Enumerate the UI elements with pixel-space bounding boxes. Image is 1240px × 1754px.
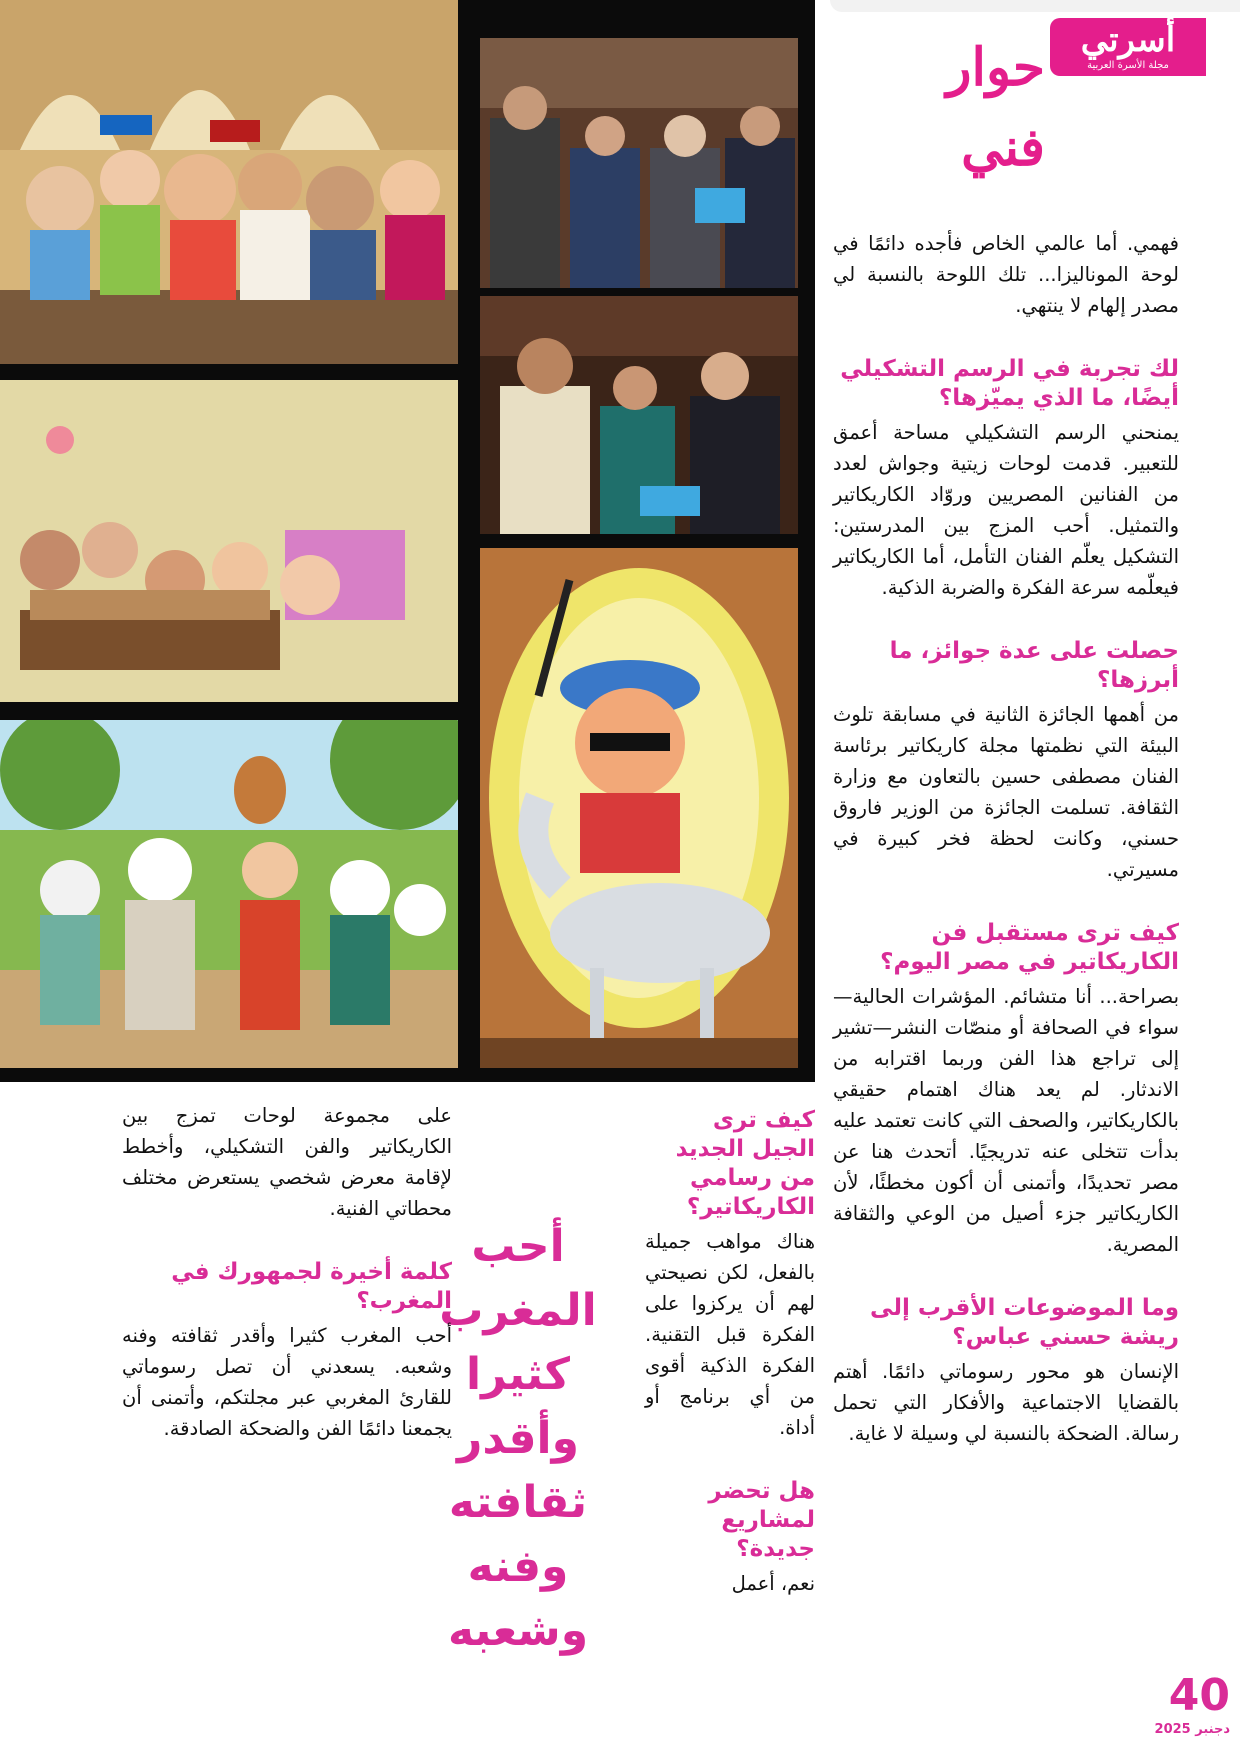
article-middle-column bbox=[645, 1106, 815, 1633]
paragraph-intro: فهمي. أما عالمي الخاص فأجده دائمًا في لوحة الموناليزا... تلك اللوحة بالنسبة لي مصدر إلهام لا ينتهي. bbox=[833, 232, 1179, 317]
answer-painting: يمنحني الرسم التشكيلي مساحة أعمق للتعبير. قدمت لوحات زيتية وجواش لعدد من الفنانين المصريين وروّاد الكاريكاتير والتمثيل. أحب المزج بين المدرستين: التشكيل يعلّم الفنان التأمل، أما الكاريكاتير فيعلّمه سرعة الفكرة والضربة الذكية. bbox=[833, 421, 1179, 599]
header-tab bbox=[830, 0, 1240, 12]
pull-quote: أحب المغرب كثيرا وأقدر ثقافته وفنه وشعبه bbox=[439, 1221, 597, 1656]
question-awards: حصلت على عدة جوائز، ما أبرزها؟ bbox=[889, 638, 1179, 693]
answer-topics: الإنسان هو محور رسوماتي دائمًا. أهتم بالقضايا الاجتماعية والأفكار التي تحمل رسالة. الضحكة بالنسبة لي وسيلة لا غاية. bbox=[833, 1360, 1179, 1445]
caricature-classroom-painting bbox=[0, 380, 458, 702]
question-projects: هل تحضر لمشاريع جديدة؟ bbox=[708, 1478, 815, 1562]
question-painting: لك تجربة في الرسم التشكيلي أيضًا، ما الذي يميّزها؟ bbox=[840, 356, 1179, 411]
answer-future: بصراحة... أنا متشائم. المؤشرات الحالية—سواء في الصحافة أو منصّات النشر—تشير إلى تراجع هذا الفن وربما اقترابه من الاندثار. لم يعد هناك اهتمام حقيقي بالكاريكاتير، والصحف التي كانت تعتمد عليه بدأت تتخلى عنه تدريجيًا. أتحدث هنا عن مصر تحديدًا، وأتمنى أن أكون مخطئًا، لأن الكاريكاتير جزء أصيل من الوعي والثقافة المصرية. bbox=[833, 985, 1179, 1256]
page-number: 40 bbox=[1168, 1670, 1230, 1721]
caricature-crowd-painting bbox=[0, 0, 458, 364]
question-morocco: كلمة أخيرة لجمهورك في المغرب؟ bbox=[171, 1259, 452, 1314]
handshake-photo bbox=[480, 296, 798, 534]
issue-date: دجنبر 2025 bbox=[1154, 1722, 1230, 1737]
image-collage bbox=[0, 0, 815, 1082]
question-new-generation: كيف ترى الجيل الجديد من رسامي الكاريكاتير؟ bbox=[675, 1107, 815, 1220]
article-left-column bbox=[122, 1100, 452, 1478]
answer-new-generation: هناك مواهب جميلة بالفعل، لكن نصيحتي لهم أن يركزوا على الفكرة قبل التقنية. الفكرة الذكية أقوى من أي برنامج أو أداة. bbox=[645, 1230, 815, 1439]
award-ceremony-photo bbox=[480, 38, 798, 288]
magazine-logo bbox=[1050, 18, 1206, 76]
answer-awards: من أهمها الجائزة الثانية في مسابقة تلوث البيئة التي نظمتها مجلة كاريكاتير برئاسة الفنان مصطفى حسين بالتعاون مع وزارة الثقافة. تسلمت الجائزة من الوزير فاروق حسني، وكانت لحظة فخر كبيرة في مسيرتي. bbox=[833, 703, 1179, 881]
answer-projects: نعم، أعمل bbox=[731, 1572, 815, 1595]
section-title: حوار فني bbox=[946, 37, 1045, 178]
question-future: كيف ترى مستقبل فن الكاريكاتير في مصر اليوم؟ bbox=[880, 920, 1179, 975]
question-topics: وما الموضوعات الأقرب إلى ريشة حسني عباس؟ bbox=[870, 1295, 1179, 1350]
logo-subtitle: مجلة الأسرة العربية bbox=[1087, 60, 1169, 71]
horse-rider-caricature-painting bbox=[480, 548, 798, 1068]
article-right-column bbox=[833, 228, 1179, 1483]
paragraph-projects-continued: على مجموعة لوحات تمزج بين الكاريكاتير والفن التشكيلي، وأخطط لإقامة معرض شخصي يستعرض مختلف محطاتي الفنية. bbox=[122, 1104, 452, 1220]
logo-text: أسرتي bbox=[1080, 20, 1176, 60]
folk-musicians-painting bbox=[0, 720, 458, 1068]
answer-morocco: أحب المغرب كثيرا وأقدر ثقافته وفنه وشعبه. يسعدني أن تصل رسوماتي للقارئ المغربي عبر مجلتكم، وأتمنى أن يجمعنا دائمًا الفن والضحكة الصادقة. bbox=[122, 1324, 452, 1440]
